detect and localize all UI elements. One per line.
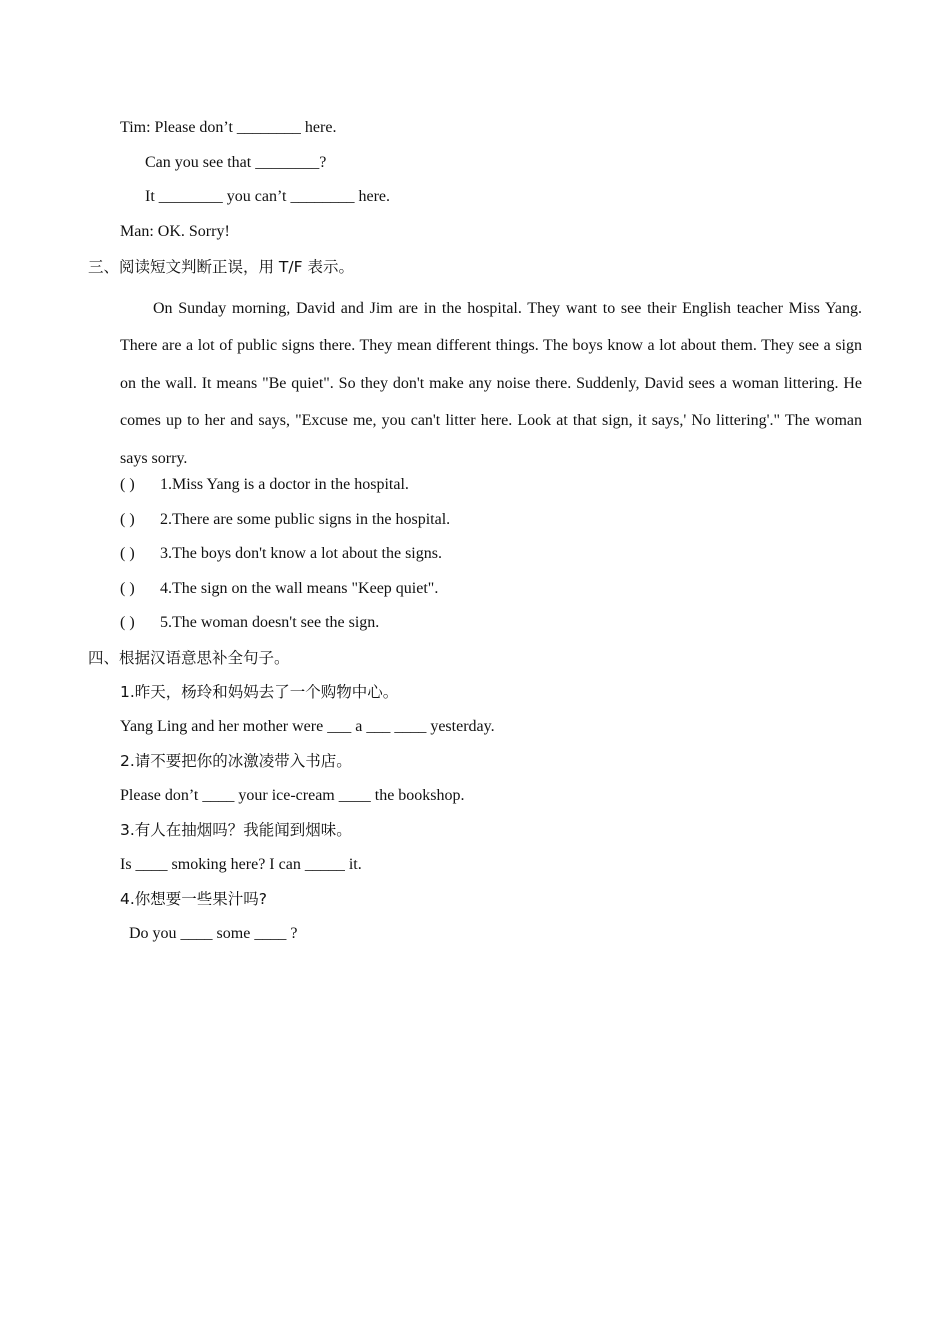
tf-item-4 <box>120 579 438 599</box>
tf-item-text: 5.The woman doesn't see the sign. <box>160 614 380 631</box>
tf-item-text: 4.The sign on the wall means "Keep quiet". <box>160 580 439 597</box>
dialogue-line-3: It ________ you can’t ________ here. <box>145 188 390 205</box>
answer-bracket[interactable]: ( ) <box>120 580 135 597</box>
tf-item-3 <box>120 544 442 564</box>
answer-bracket[interactable]: ( ) <box>120 545 135 562</box>
reading-passage: On Sunday morning, David and Jim are in the hospital. They want to see their English teacher Miss Yang. There are a lot of public signs there. They mean different things. The boys know a lot about them. They see a sign on the wall. It means "Be quiet". So they don't make any noise there. Suddenly, David sees a woman littering. He comes up to her and says, "Excuse me, you can't litter here. Look at that sign, it says,' No littering'." The woman says sorry. <box>120 300 862 467</box>
dialogue-line-2: Can you see that ________? <box>145 154 327 171</box>
tf-item-5 <box>120 613 379 633</box>
translation-item-3-en[interactable]: Is ____ smoking here? I can _____ it. <box>120 856 362 873</box>
translation-item-4-cn: 4.你想要一些果汁吗? <box>120 890 268 908</box>
translation-item-2-cn: 2.请不要把你的冰激凌带入书店。 <box>120 752 352 770</box>
tf-item-2 <box>120 510 450 530</box>
tf-item-text: 3.The boys don't know a lot about the signs. <box>160 545 442 562</box>
answer-bracket[interactable]: ( ) <box>120 511 135 528</box>
section4-heading: 四、根据汉语意思补全句子。 <box>88 649 290 667</box>
answer-bracket[interactable]: ( ) <box>120 614 135 631</box>
translation-item-1-en[interactable]: Yang Ling and her mother were ___ a ___ ____ yesterday. <box>120 718 495 735</box>
tf-item-text: 1.Miss Yang is a doctor in the hospital. <box>160 476 409 493</box>
section3-heading: 三、阅读短文判断正误，用 T/F 表示。 <box>88 258 354 276</box>
tf-item-1 <box>120 475 409 495</box>
answer-bracket[interactable]: ( ) <box>120 476 135 493</box>
translation-item-2-en[interactable]: Please don’t ____ your ice-cream ____ the bookshop. <box>120 787 465 804</box>
translation-item-4-en[interactable]: Do you ____ some ____ ? <box>129 925 298 942</box>
translation-item-3-cn: 3.有人在抽烟吗？我能闻到烟味。 <box>120 821 352 839</box>
translation-item-1-cn: 1.昨天，杨玲和妈妈去了一个购物中心。 <box>120 683 399 701</box>
dialogue-line-1: Tim: Please don’t ________ here. <box>120 119 337 136</box>
tf-item-text: 2.There are some public signs in the hospital. <box>160 511 451 528</box>
dialogue-line-4: Man: OK. Sorry! <box>120 223 230 240</box>
